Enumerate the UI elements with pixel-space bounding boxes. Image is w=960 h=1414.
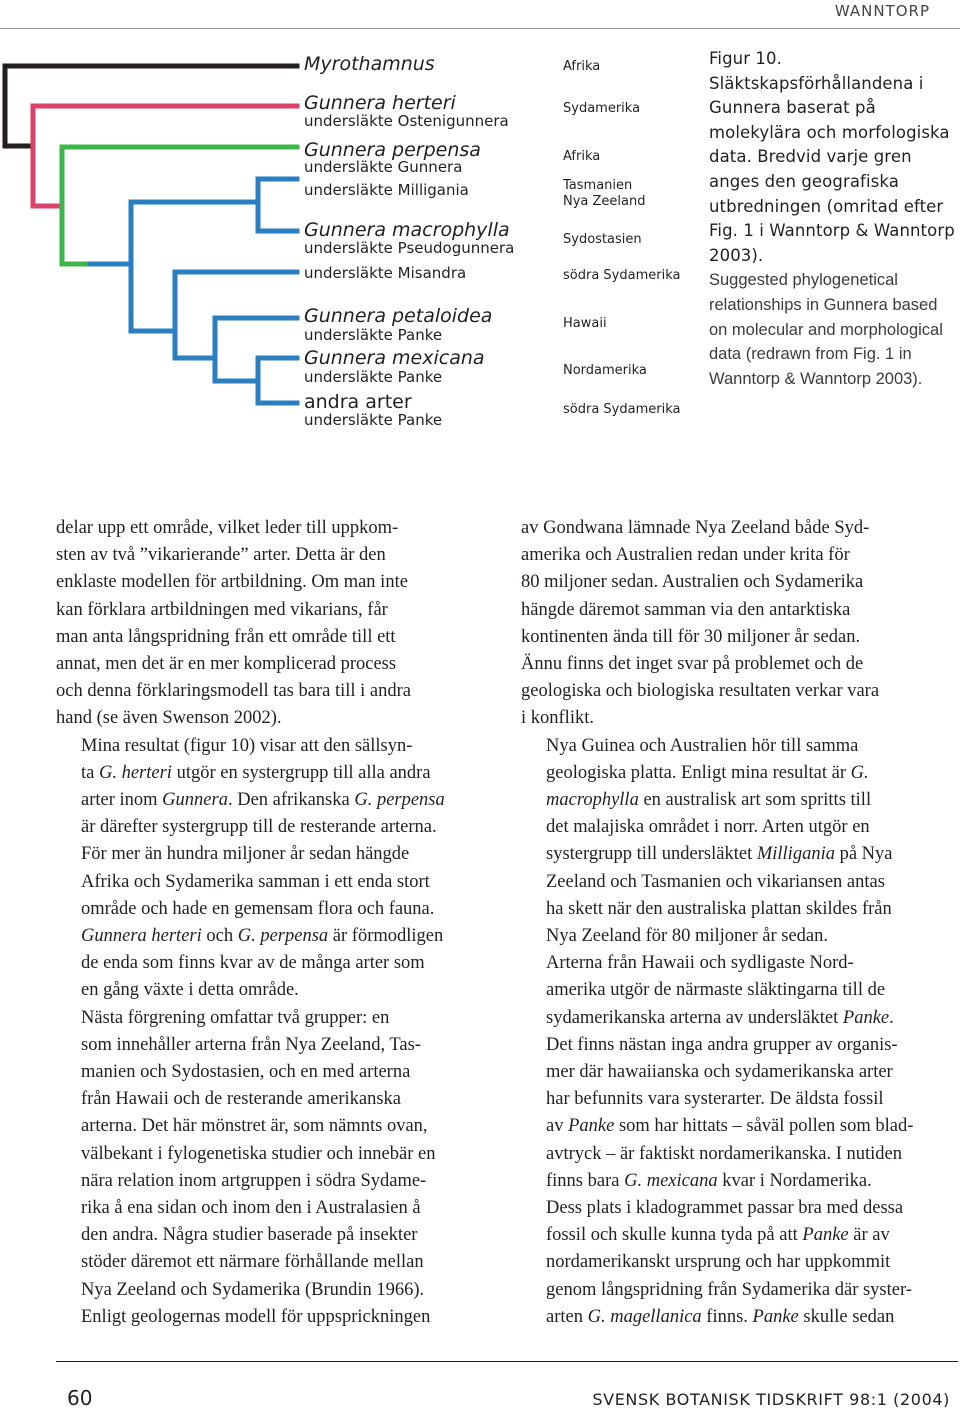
region-label: Nya Zeeland (563, 194, 646, 209)
region-label: Sydamerika (563, 101, 641, 116)
body-column-left: delar upp ett område, vilket leder till uppkom- sten av två ”vikarierande” arter. Detta är den enklaste modellen för artbildning. Om man inte kan förklara artbildningen med vikarians, får man anta långspridning från ett område till ett annat, men det är en mer komplicerad process och denna förklaringsmodell tas bara till i andra hand (se även Swenson 2002). Mina resultat (figur 10) visar att den sällsyn- ta G. herteri utgör en systergrupp till alla andra arter inom Gunnera. Den afrikanska G. perpensa är därefter systergrupp till de resterande arterna. För mer än hundra miljoner år sedan hängde Afrika och Sydamerika samman i ett enda stort område och hade en gemensam flora och fauna. Gunnera herteri och G. perpensa är förmodligen de enda som finns kvar av de många arter som en gång växte i detta område. Nästa förgrening omfattar två grupper: en som innehåller arterna från Nya Zeeland, Tas- manien och Sydostasien, och en med arterna från Hawaii och de resterande amerikanska arterna. Det här mönstret är, som nämnts ovan, välbekant i fylogenetiska studier och innebär en nära relation inom artgruppen i södra Sydame- rika å ena sidan och inom den i Australasien å den andra. Några studier baserade på insekter stöder däremot ett närmare förhållande mellan Nya Zeeland och Sydamerika (Brundin 1966). Enligt geologernas modell för uppsprickningen (56, 518, 445, 1327)
subgenus-label: undersläkte Milligania (304, 181, 469, 199)
taxon-label: Gunnera petaloidea (304, 305, 493, 327)
subgenus-label: undersläkte Panke (304, 368, 443, 386)
taxon-label: Myrothamnus (304, 53, 435, 75)
subgenus-label: undersläkte Ostenigunnera (304, 112, 509, 130)
journal-reference: SVENSK BOTANISK TIDSKRIFT 98:1 (2004) (592, 1390, 950, 1409)
taxon-label: Gunnera perpensa (304, 139, 481, 161)
body-column-right: av Gondwana lämnade Nya Zeeland både Syd- amerika och Australien redan under krita för 80 miljoner sedan. Australien och Sydamerika hängde däremot samman via den antarktiska kontinenten ända till för 30 miljoner år sedan. Ännu finns det inget svar på problemet och de geologiska och biologiska resultaten verkar vara i konflikt. Nya Guinea och Australien hör till samma geologiska platta. Enligt mina resultat är G. macrophylla en australisk art som spritts till det malajiska området i norr. Arten utgör en systergrupp till undersläktet Milligania på Nya Zeeland och Tasmanien och vikariansen antas ha skett när den australiska plattan skildes från Nya Zeeland för 80 miljoner år sedan. Arterna från Hawaii och sydligaste Nord- amerika utgör de närmaste släktingarna till de sydamerikanska arterna av undersläktet Panke. Det finns nästan inga andra grupper av organis- mer där hawaiianska och sydamerikanska arter har befunnits vara systerarter. De äldsta fossil av Panke som har hittats – såväl pollen som blad- avtryck – är faktiskt nordamerikanska. I nutiden finns bara G. mexicana kvar i Nordamerika. Dess plats i kladogrammet passar bra med dessa fossil och skulle kunna tyda på att Panke är av nordamerikanskt ursprung och har uppkommit genom långspridning från Sydamerika där syster- arten G. magellanica finns. Panke skulle sedan (521, 518, 914, 1327)
branch-blue-main (90, 202, 175, 331)
region-label: södra Sydamerika (563, 402, 681, 417)
taxon-label: Gunnera herteri (304, 92, 456, 114)
branch-milligania-macrophylla (131, 179, 297, 231)
region-label: Afrika (563, 149, 601, 164)
branch-perpensa (62, 147, 297, 264)
subgenus-label: undersläkte Panke (304, 326, 443, 344)
branch-misandra (175, 272, 297, 331)
region-label: Sydostasien (563, 232, 642, 247)
taxon-label: Gunnera macrophylla (304, 219, 510, 241)
subgenus-label: undersläkte Misandra (304, 264, 467, 282)
footer-rule (56, 1361, 958, 1362)
region-label: Tasmanien (563, 178, 633, 193)
region-label: Nordamerika (563, 363, 647, 378)
region-label: Afrika (563, 59, 601, 74)
branch-panke (175, 318, 297, 403)
taxon-label: Gunnera mexicana (304, 347, 485, 369)
running-head: WANNTORP (834, 2, 930, 20)
region-label: Hawaii (563, 316, 607, 331)
page-number: 60 (67, 1386, 93, 1410)
subgenus-label: undersläkte Gunnera (304, 158, 463, 176)
taxon-label: andra arter (304, 391, 412, 413)
caption-swedish: Figur 10. Släktskapsförhållandena i Gunnera baserat på molekylära och morfologiska data. Bredvid varje gren anges den geografiska utbredningen (omritad efter Fig. 1 i Wanntorp & Wanntorp 2003). (709, 49, 955, 265)
region-label: södra Sydamerika (563, 268, 681, 283)
subgenus-label: undersläkte Panke (304, 411, 443, 429)
subgenus-label: undersläkte Pseudogunnera (304, 239, 515, 257)
figure-caption (709, 47, 959, 391)
caption-english: Suggested phylogenetical relationships in Gunnera based on molecular and morphological data (redrawn from Fig. 1 in Wanntorp & Wanntorp 2003). (709, 271, 943, 388)
